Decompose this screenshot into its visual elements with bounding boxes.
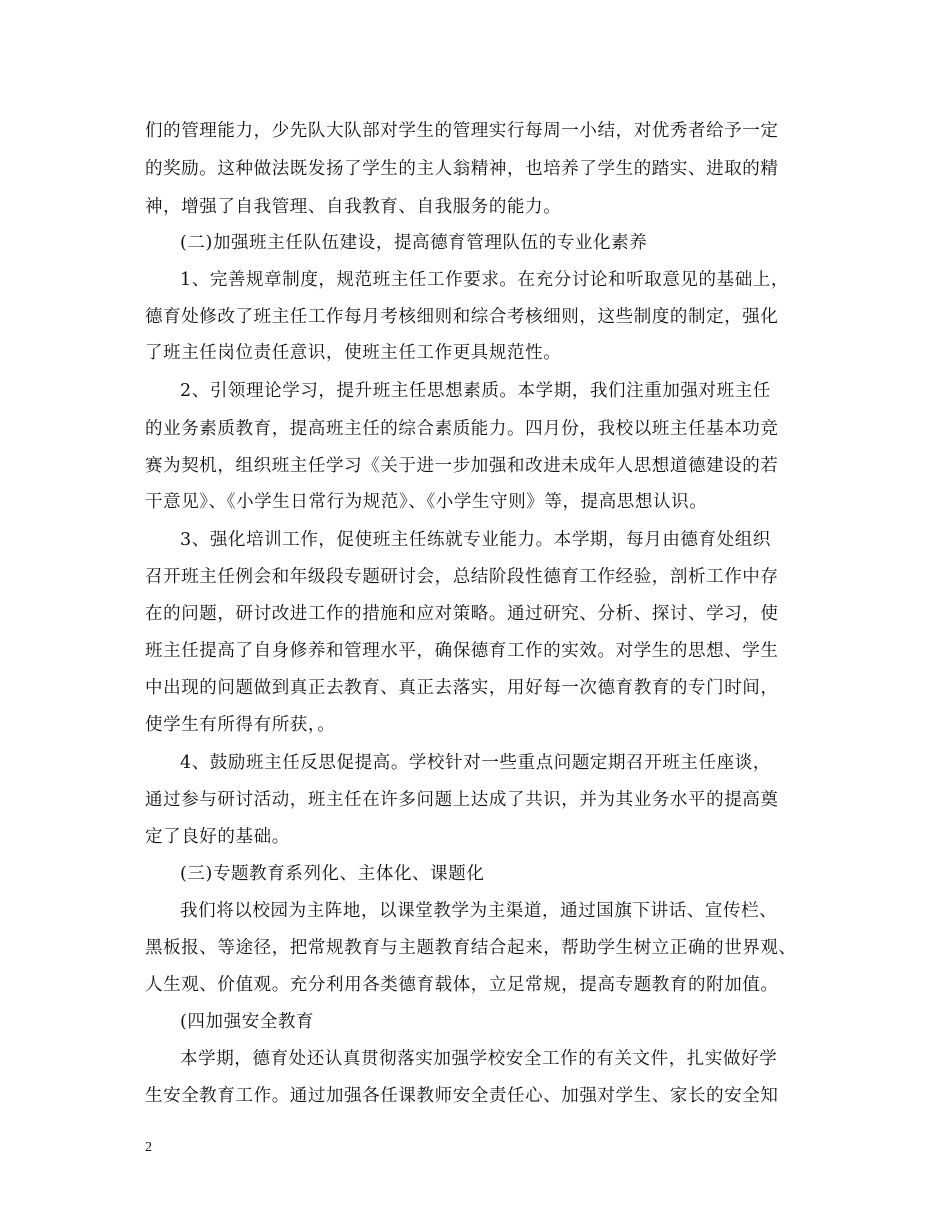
text-line: 定了良好的基础。: [145, 827, 290, 847]
text-line: 我们将以校园为主阵地，以课堂教学为主渠道，通过国旗下讲话、宣传栏、: [180, 901, 778, 921]
text-line: 干意见》、《小学生日常行为规范》、《小学生守则》等，提高思想认识。: [145, 492, 708, 512]
text-line: 2、引领理论学习，提升班主任思想素质。本学期，我们注重加强对班主任: [180, 381, 771, 401]
text-line: 4、鼓励班主任反思促提高。学校针对一些重点问题定期召开班主任座谈，: [180, 753, 771, 773]
text-line: 的业务素质教育，提高班主任的综合素质能力。四月份，我校以班主任基本功竞: [145, 419, 779, 439]
text-line: 赛为契机，组织班主任学习《关于进一步加强和改进未成年人思想道德建设的若: [145, 456, 779, 476]
text-line: 使学生有所得有所获，。: [145, 715, 336, 735]
section-heading: (四加强安全教育: [180, 1012, 315, 1032]
section-heading: (二)加强班主任队伍建设，提高德育管理队伍的专业化素养: [180, 233, 648, 253]
text-line: 生安全教育工作。通过加强各任课教师安全责任心、加强对学生、家长的安全知: [145, 1086, 779, 1106]
text-line: 了班主任岗位责任意识，使班主任工作更具规范性。: [145, 343, 562, 363]
text-line: 们的管理能力，少先队大队部对学生的管理实行每周一小结，对优秀者给予一定: [145, 121, 779, 141]
text-line: 在的问题，研讨改进工作的措施和应对策略。通过研究、分析、探讨、学习，使: [145, 604, 779, 624]
section-heading: (三)专题教育系列化、主体化、课题化: [180, 864, 485, 884]
text-line: 中出现的问题做到真正去教育、真正去落实，用好每一次德育教育的专门时间，: [145, 678, 779, 698]
text-line: 人生观、价值观。充分利用各类德育载体，立足常规，提高专题教育的附加值。: [145, 975, 779, 995]
text-line: 本学期，德育处还认真贯彻落实加强学校安全工作的有关文件，扎实做好学: [180, 1049, 778, 1069]
text-line: 通过参与研讨活动，班主任在许多问题上达成了共识，并为其业务水平的提高奠: [145, 790, 779, 810]
page-number: 2: [145, 1140, 152, 1155]
text-line: 德育处修改了班主任工作每月考核细则和综合考核细则，这些制度的制定，强化: [145, 307, 779, 327]
text-line: 班主任提高了自身修养和管理水平，确保德育工作的实效。对学生的思想、学生: [145, 641, 779, 661]
text-line: 神，增强了自我管理、自我教育、自我服务的能力。: [145, 197, 562, 217]
text-line: 3、强化培训工作，促使班主任练就专业能力。本学期，每月由德育处组织: [180, 530, 771, 550]
text-line: 召开班主任例会和年级段专题研讨会，总结阶段性德育工作经验，剖析工作中存: [145, 567, 779, 587]
text-line: 的奖励。这种做法既发扬了学生的主人翁精神，也培养了学生的踏实、进取的精: [145, 159, 779, 179]
text-line: 黑板报、等途径，把常规教育与主题教育结合起来，帮助学生树立正确的世界观、: [145, 938, 797, 958]
text-line: 1、完善规章制度，规范班主任工作要求。在充分讨论和听取意见的基础上，: [180, 270, 790, 290]
